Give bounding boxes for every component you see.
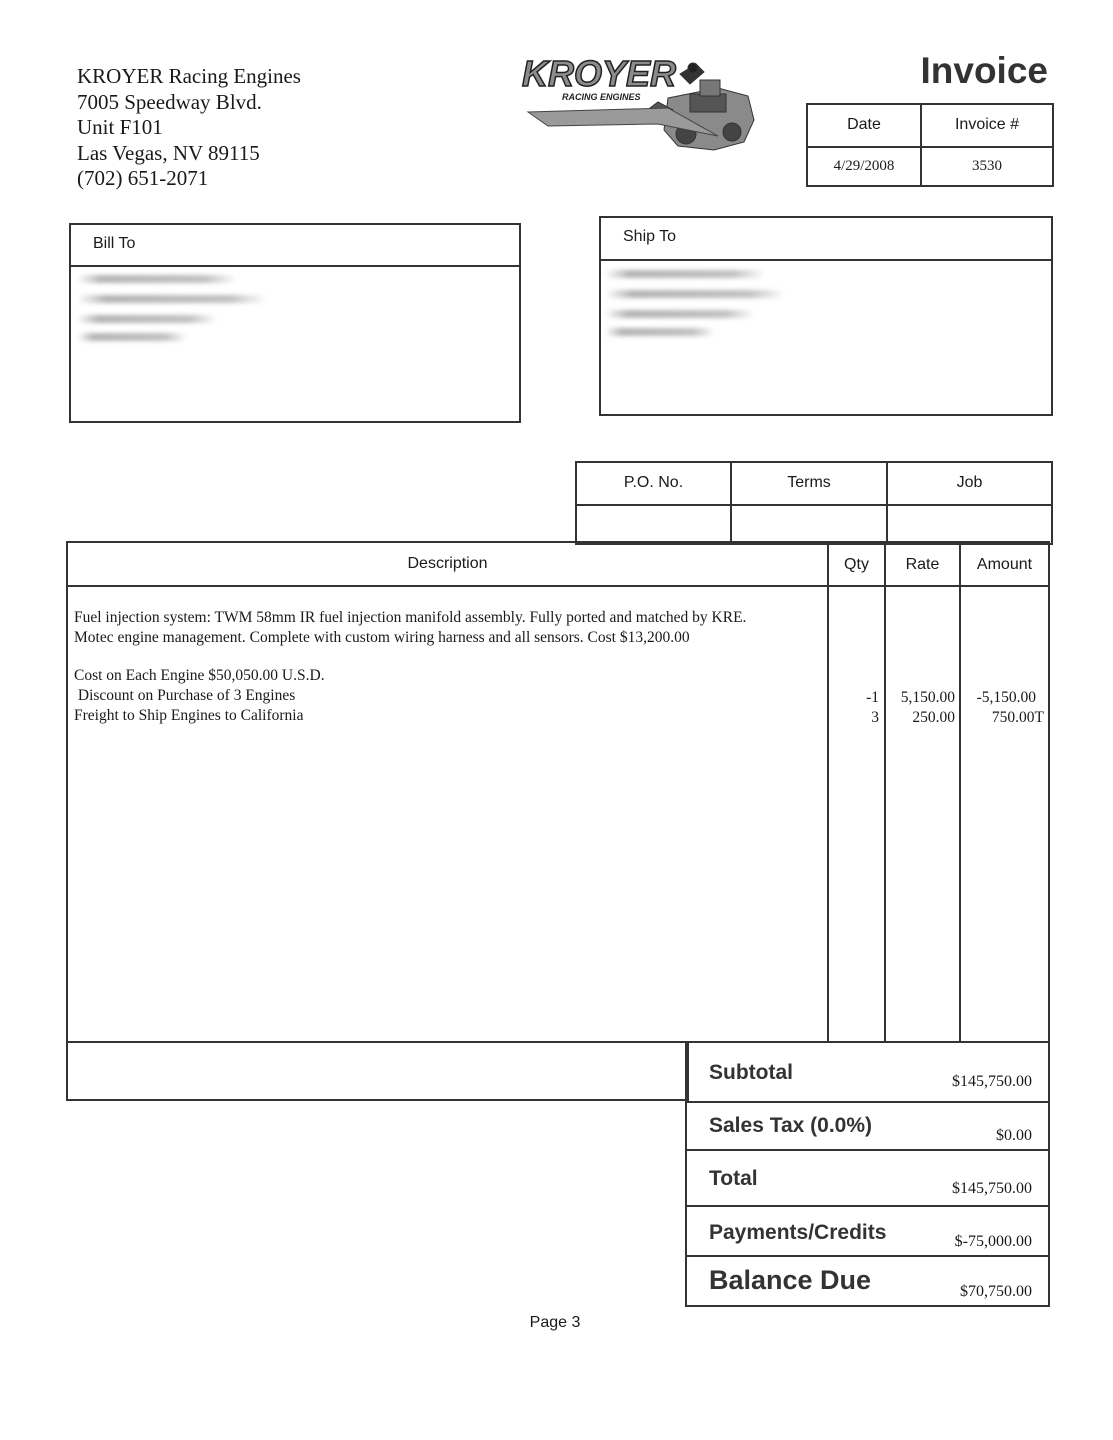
company-phone: (702) 651-2071: [77, 166, 209, 190]
amount-column-divider: [959, 543, 961, 1041]
redacted-address-line: [77, 333, 187, 341]
balance-due-value: $70,750.00: [960, 1283, 1032, 1300]
line-item-qty: -1: [866, 689, 879, 706]
line-item-qty: 3: [871, 709, 879, 726]
line-items-table: [66, 541, 1050, 1043]
ship-to-box: [599, 216, 1053, 416]
line-item-amount: -5,150.00: [976, 689, 1036, 706]
sales-tax-label: Sales Tax (0.0%): [709, 1114, 873, 1137]
note-line: Cost on Each Engine $50,050.00 U.S.D.: [74, 667, 325, 684]
amount-header: Amount: [976, 556, 1033, 573]
totals-divider: [687, 1255, 1048, 1257]
company-name: KROYER Racing Engines: [77, 64, 301, 88]
rate-header: Rate: [905, 556, 940, 573]
payments-credits-value: $-75,000.00: [954, 1233, 1032, 1250]
payments-credits-label: Payments/Credits: [709, 1221, 887, 1244]
bill-to-label: Bill To: [93, 235, 136, 252]
logo-sub-text: RACING ENGINES: [562, 92, 641, 102]
ship-to-label: Ship To: [623, 228, 677, 245]
job-label: Job: [956, 474, 983, 491]
meta-divider-horizontal: [808, 146, 1052, 148]
logo-brand-text: KROYER: [522, 53, 677, 94]
redacted-address-line: [77, 315, 217, 323]
po-number-label: P.O. No.: [623, 474, 684, 491]
note-line: Motec engine management. Complete with custom wiring harness and all sensors. Cost $13,200.00: [74, 629, 690, 646]
terms-label: Terms: [787, 474, 831, 491]
totals-box: [685, 1041, 1050, 1307]
redacted-address-line: [605, 270, 765, 278]
bill-to-divider: [71, 265, 519, 267]
qty-column-divider: [827, 543, 829, 1041]
total-label: Total: [709, 1167, 758, 1190]
description-header: Description: [407, 555, 488, 572]
invoice-meta-box: [806, 103, 1054, 187]
footer-notes-box: [66, 1041, 689, 1101]
invoice-number-label: Invoice #: [954, 116, 1020, 133]
company-address-line1: 7005 Speedway Blvd.: [77, 89, 262, 114]
order-info-row-divider: [577, 504, 1051, 506]
date-label: Date: [847, 116, 881, 133]
totals-divider: [687, 1101, 1048, 1103]
qty-header: Qty: [844, 556, 869, 573]
totals-divider: [687, 1205, 1048, 1207]
line-item-rate: 5,150.00: [900, 689, 955, 706]
invoice-number: 3530: [972, 158, 1002, 174]
rate-column-divider: [884, 543, 886, 1041]
company-address-line2: Unit F101: [77, 115, 163, 139]
subtotal-value: $145,750.00: [952, 1073, 1032, 1090]
ship-to-divider: [601, 259, 1051, 261]
redacted-address-line: [77, 295, 267, 303]
sales-tax-value: $0.00: [996, 1127, 1032, 1144]
company-logo: [518, 50, 762, 160]
line-item-description: Discount on Purchase of 3 Engines: [74, 687, 296, 704]
company-city-state-zip: Las Vegas, NV 89115: [77, 140, 260, 165]
bill-to-box: [69, 223, 521, 423]
page-number: Page 3: [529, 1314, 581, 1331]
redacted-address-line: [605, 290, 785, 298]
company-address: [77, 64, 301, 192]
line-item-rate: 250.00: [912, 709, 955, 726]
redacted-address-line: [605, 310, 755, 318]
total-value: $145,750.00: [952, 1180, 1032, 1197]
subtotal-label: Subtotal: [709, 1061, 793, 1084]
note-line: Fuel injection system: TWM 58mm IR fuel injection manifold assembly. Fully ported and matched by KRE.: [74, 609, 747, 626]
order-info-box: [575, 461, 1053, 545]
header-row-divider: [68, 585, 1048, 587]
line-item-description: Freight to Ship Engines to California: [74, 707, 304, 724]
redacted-address-line: [605, 328, 715, 336]
document-title: Invoice: [920, 50, 1048, 91]
balance-due-label: Balance Due: [709, 1265, 872, 1295]
redacted-address-line: [77, 275, 237, 283]
line-item-amount: 750.00T: [991, 709, 1044, 726]
totals-divider: [687, 1149, 1048, 1151]
invoice-date: 4/29/2008: [833, 158, 895, 174]
